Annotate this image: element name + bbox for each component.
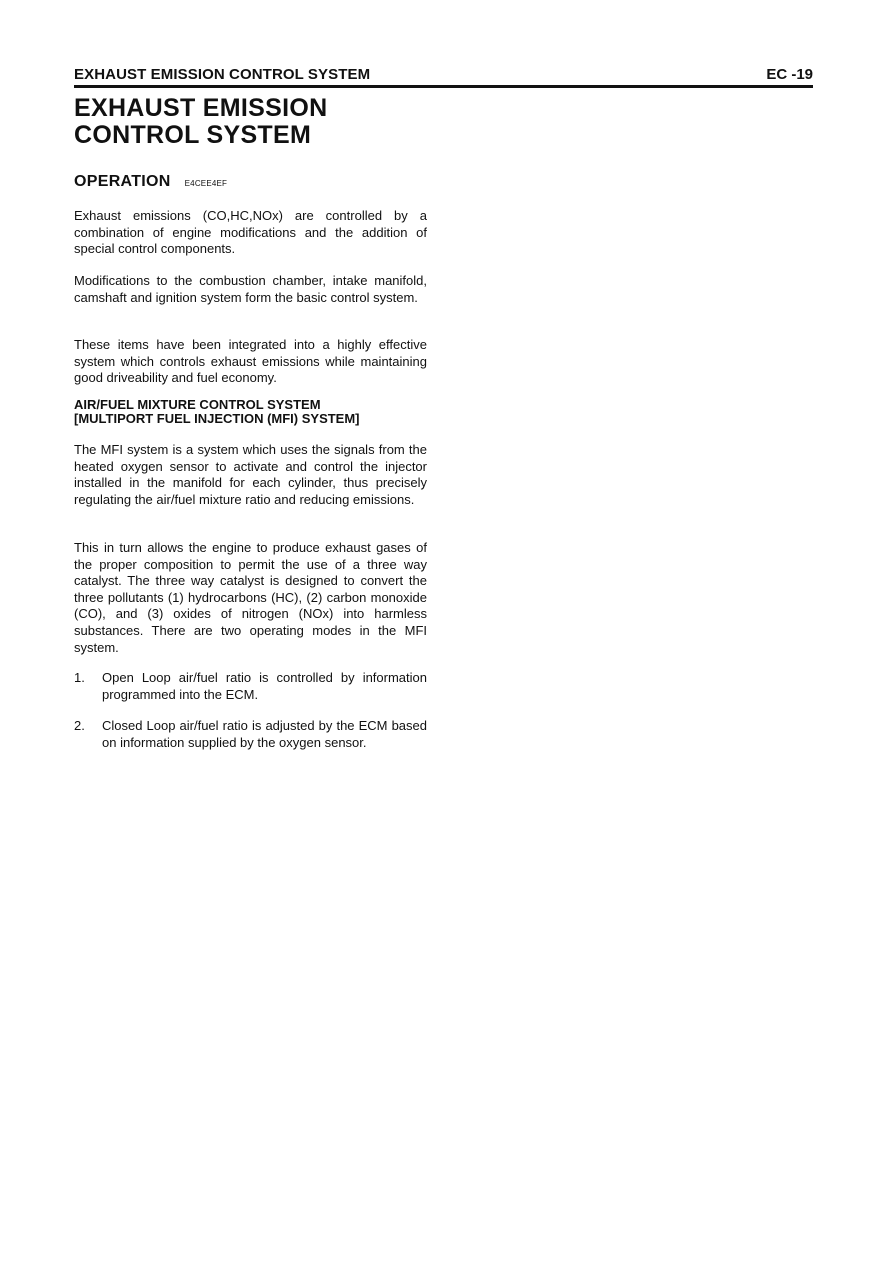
list-item bbox=[74, 670, 427, 703]
mfi-subheading bbox=[74, 398, 427, 425]
page-title-line-1: EXHAUST EMISSION bbox=[74, 94, 328, 122]
operation-section-code: E4CEE4EF bbox=[184, 179, 228, 188]
mfi-paragraph-2: This in turn allows the engine to produce exhaust gases of the proper composition to permit the use of a three way catalyst. The three way catalyst is designed to convert the three pollutants (1) hydrocarbons (HC), (2) carbon monoxide (CO), and (3) oxides of nitrogen (NOx) into harmless substances. There are two operating modes in the MFI system. bbox=[74, 540, 427, 655]
running-header-title: EXHAUST EMISSION CONTROL SYSTEM bbox=[74, 66, 371, 83]
operating-modes-list bbox=[74, 670, 427, 751]
mfi-subheading-line-2: [MULTIPORT FUEL INJECTION (MFI) SYSTEM] bbox=[74, 410, 360, 426]
list-item bbox=[74, 718, 427, 751]
operation-paragraph-2: Modifications to the combustion chamber, intake manifold, camshaft and ignition system form the basic control system. bbox=[74, 273, 427, 305]
page-title bbox=[74, 95, 434, 149]
list-item-text: Open Loop air/fuel ratio is controlled by information programmed into the ECM. bbox=[102, 670, 427, 702]
list-item-text: Closed Loop air/fuel ratio is adjusted by the ECM based on information supplied by the oxygen sensor. bbox=[102, 718, 427, 750]
operation-paragraph-1: Exhaust emissions (CO,HC,NOx) are controlled by a combination of engine modifications and the addition of special control components. bbox=[74, 208, 427, 257]
operation-heading bbox=[74, 173, 227, 191]
operation-heading-title: OPERATION bbox=[74, 173, 171, 190]
list-item-number: 1. bbox=[74, 670, 85, 685]
operation-paragraph-3: These items have been integrated into a highly effective system which controls exhaust emissions while maintaining good driveability and fuel economy. bbox=[74, 337, 427, 386]
mfi-subheading-line-1: AIR/FUEL MIXTURE CONTROL SYSTEM bbox=[74, 397, 321, 412]
header-divider bbox=[74, 85, 813, 88]
page-header bbox=[74, 64, 813, 86]
mfi-paragraph-1: The MFI system is a system which uses the signals from the heated oxygen sensor to activate and control the injector installed in the manifold for each cylinder, thus precisely regulating the air/fuel mixture ratio and reducing emissions. bbox=[74, 442, 427, 507]
page-number: EC -19 bbox=[766, 66, 813, 83]
page-title-line-2: CONTROL SYSTEM bbox=[74, 121, 312, 149]
list-item-number: 2. bbox=[74, 718, 85, 734]
